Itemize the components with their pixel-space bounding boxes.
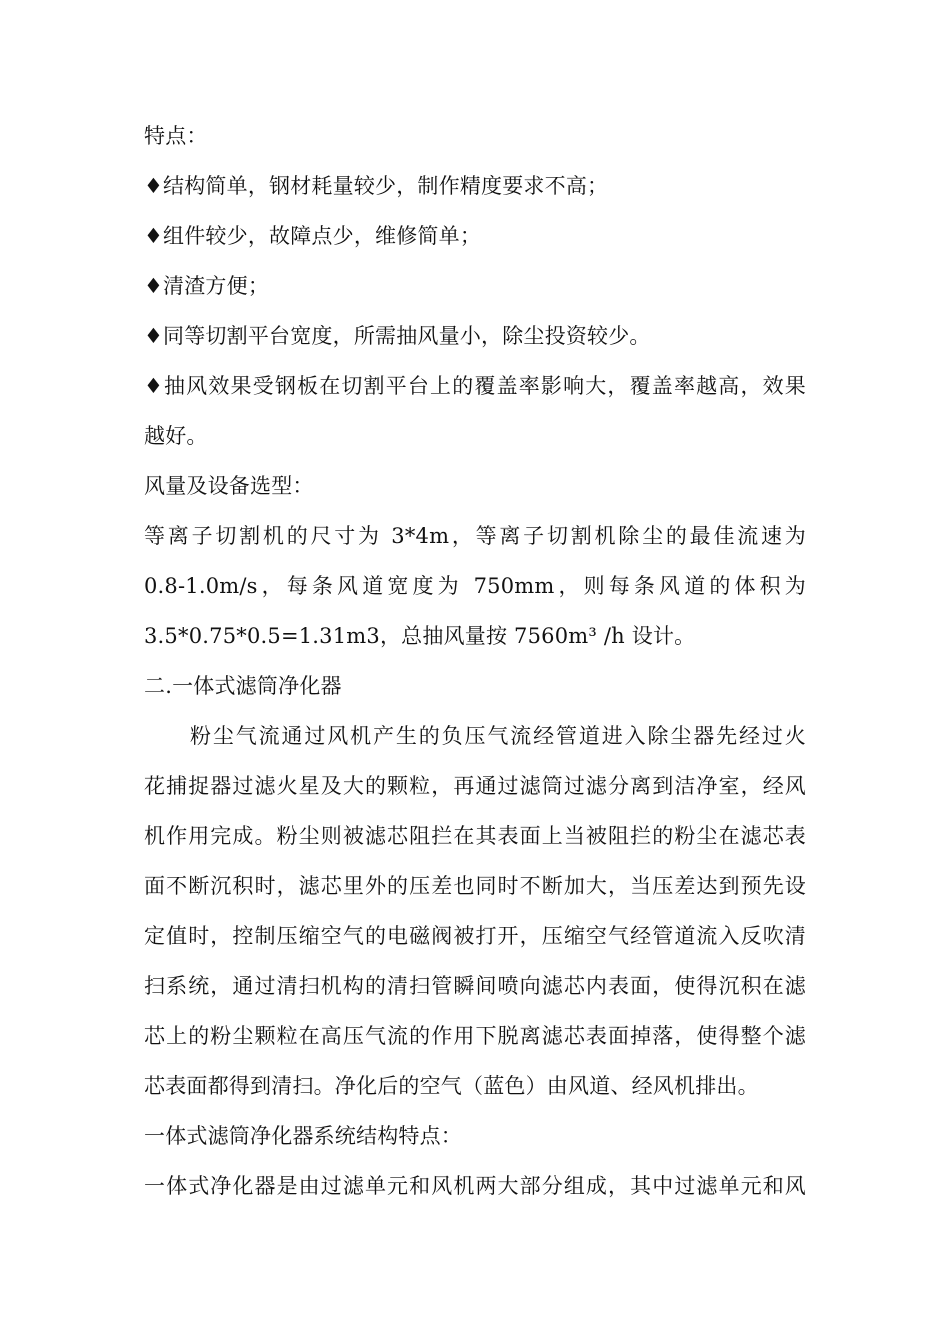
paragraph-line: 扫系统，通过清扫机构的清扫管瞬间喷向滤芯内表面，使得沉积在滤 (144, 974, 806, 998)
feature-item-continued: 越好。 (144, 424, 208, 448)
heading-airflow-selection: 风量及设备选型： (144, 474, 314, 498)
paragraph-line: 等离子切割机的尺寸为 3*4m，等离子切割机除尘的最佳流速为 (144, 524, 806, 548)
paragraph-line: 芯表面都得到清扫。净化后的空气（蓝色）由风道、经风机排出。 (144, 1074, 759, 1098)
paragraph-line: 3.5*0.75*0.5=1.31m3，总抽风量按 7560m³ /h 设计。 (144, 624, 696, 648)
subheading-structure-features: 一体式滤筒净化器系统结构特点： (144, 1124, 462, 1148)
paragraph-line: 芯上的粉尘颗粒在高压气流的作用下脱离滤芯表面掉落，使得整个滤 (144, 1024, 806, 1048)
feature-item: ♦组件较少，故障点少，维修简单； (144, 224, 482, 248)
feature-item: ♦结构简单，钢材耗量较少，制作精度要求不高； (144, 174, 609, 198)
paragraph-line: 花捕捉器过滤火星及大的颗粒，再通过滤筒过滤分离到洁净室，经风 (144, 774, 806, 798)
paragraph-line: 一体式净化器是由过滤单元和风机两大部分组成，其中过滤单元和风 (144, 1174, 806, 1198)
paragraph-line: 机作用完成。粉尘则被滤芯阻拦在其表面上当被阻拦的粉尘在滤芯表 (144, 824, 806, 848)
section-heading: 二.一体式滤筒净化器 (144, 674, 342, 698)
paragraph-line: 定值时，控制压缩空气的电磁阀被打开，压缩空气经管道流入反吹清 (144, 924, 806, 948)
paragraph-line: 粉尘气流通过风机产生的负压气流经管道进入除尘器先经过火 (190, 724, 806, 748)
feature-item: ♦清渣方便； (144, 274, 270, 298)
paragraph-line: 0.8-1.0m/s，每条风道宽度为 750mm，则每条风道的体积为 (144, 574, 806, 598)
paragraph-line: 面不断沉积时，滤芯里外的压差也同时不断加大，当压差达到预先设 (144, 874, 806, 898)
heading-features: 特点： (144, 124, 208, 148)
feature-item: ♦抽风效果受钢板在切割平台上的覆盖率影响大，覆盖率越高，效果 (144, 374, 806, 398)
feature-item: ♦同等切割平台宽度，所需抽风量小，除尘投资较少。 (144, 324, 651, 348)
